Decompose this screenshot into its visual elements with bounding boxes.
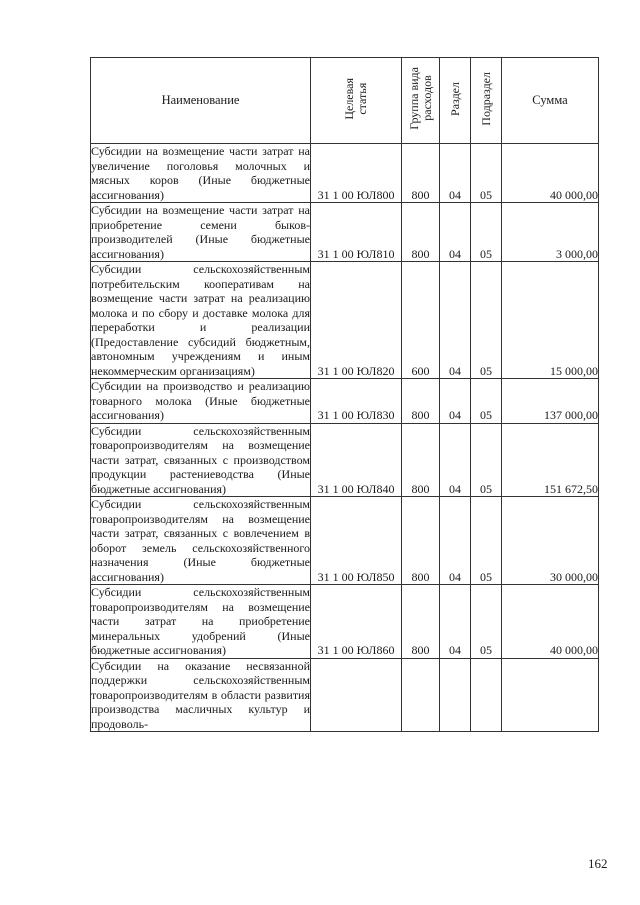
row-name: Субсидии на оказание несвязанной поддержки сельскохозяйственным товаропроизводителям в области развития производства масличных культур и продоволь- [91, 658, 310, 731]
row-name: Субсидии на возмещение части затрат на увеличение поголовья молочных и мясных коров (Иные бюджетные ассигнования) [91, 144, 310, 202]
row-group: 800 [402, 423, 440, 497]
header-group-label: Группа вида расходов [406, 67, 434, 131]
row-subsection: 05 [471, 144, 502, 203]
table-row [91, 497, 599, 585]
row-group: 800 [402, 585, 440, 659]
row-sum: 3 000,00 [502, 203, 599, 262]
row-subsection: 05 [471, 379, 502, 424]
table-row [91, 585, 599, 659]
row-name: Субсидии сельскохозяйственным товаропроизводителям на возмещение части затрат на приобретение минеральных удобрений (Иные бюджетные ассигнования) [91, 585, 310, 657]
row-section [440, 658, 471, 732]
header-sum: Сумма [502, 58, 599, 144]
row-target-code: 31 1 00 ЮЛ810 [311, 203, 402, 262]
row-target-code: 31 1 00 ЮЛ800 [311, 144, 402, 203]
header-name: Наименование [91, 58, 311, 144]
row-section: 04 [440, 585, 471, 659]
row-sum: 15 000,00 [502, 262, 599, 379]
row-group: 800 [402, 144, 440, 203]
row-subsection [471, 658, 502, 732]
row-sum: 40 000,00 [502, 585, 599, 659]
row-name: Субсидии сельскохозяйственным потребительским кооперативам на возмещение части затрат на реализацию молока и по сбору и доставке молока для переработки и реализации (Предоставление субсидий бюджетным, автономным учреждениям и иным некоммерческим организациям) [91, 262, 310, 378]
header-section-label: Раздел [447, 81, 462, 116]
row-subsection: 05 [471, 423, 502, 497]
row-sum: 137 000,00 [502, 379, 599, 424]
header-subsection [471, 58, 502, 144]
table-row [91, 203, 599, 262]
row-name: Субсидии сельскохозяйственным товаропроизводителям на возмещение части затрат, связанных с вовлечением в оборот земель сельскохозяйственного назначения (Иные бюджетные ассигнования) [91, 497, 310, 584]
row-group: 800 [402, 379, 440, 424]
header-subsection-label: Подраздел [478, 71, 493, 126]
row-name: Субсидии на производство и реализацию товарного молока (Иные бюджетные ассигнования) [91, 379, 310, 422]
row-section: 04 [440, 379, 471, 424]
row-group [402, 658, 440, 732]
row-subsection: 05 [471, 262, 502, 379]
budget-table [90, 57, 599, 732]
table-row [91, 379, 599, 424]
row-target-code [311, 658, 402, 732]
header-target [311, 58, 402, 144]
row-group: 800 [402, 497, 440, 585]
row-name: Субсидии на возмещение части затрат на приобретение семени быков-производителей (Иные бюджетные ассигнования) [91, 203, 310, 261]
row-target-code: 31 1 00 ЮЛ820 [311, 262, 402, 379]
row-subsection: 05 [471, 203, 502, 262]
row-sum: 30 000,00 [502, 497, 599, 585]
table-header-row [91, 58, 599, 144]
table-row [91, 658, 599, 732]
table-row [91, 262, 599, 379]
table-row [91, 144, 599, 203]
row-target-code: 31 1 00 ЮЛ860 [311, 585, 402, 659]
header-group [402, 58, 440, 144]
row-section: 04 [440, 497, 471, 585]
row-sum: 151 672,50 [502, 423, 599, 497]
row-group: 800 [402, 203, 440, 262]
row-target-code: 31 1 00 ЮЛ830 [311, 379, 402, 424]
row-subsection: 05 [471, 497, 502, 585]
row-target-code: 31 1 00 ЮЛ840 [311, 423, 402, 497]
row-section: 04 [440, 144, 471, 203]
row-group: 600 [402, 262, 440, 379]
header-target-label: Целевая статья [342, 77, 369, 120]
header-section [440, 58, 471, 144]
row-name: Субсидии сельскохозяйственным товаропроизводителям на возмещение части затрат, связанных с производством продукции растениеводства (Иные бюджетные ассигнования) [91, 423, 310, 496]
row-section: 04 [440, 203, 471, 262]
row-section: 04 [440, 262, 471, 379]
row-target-code: 31 1 00 ЮЛ850 [311, 497, 402, 585]
row-sum: 40 000,00 [502, 144, 599, 203]
table-row [91, 423, 599, 497]
row-section: 04 [440, 423, 471, 497]
page-number: 162 [588, 856, 608, 871]
row-sum [502, 658, 599, 732]
row-subsection: 05 [471, 585, 502, 659]
